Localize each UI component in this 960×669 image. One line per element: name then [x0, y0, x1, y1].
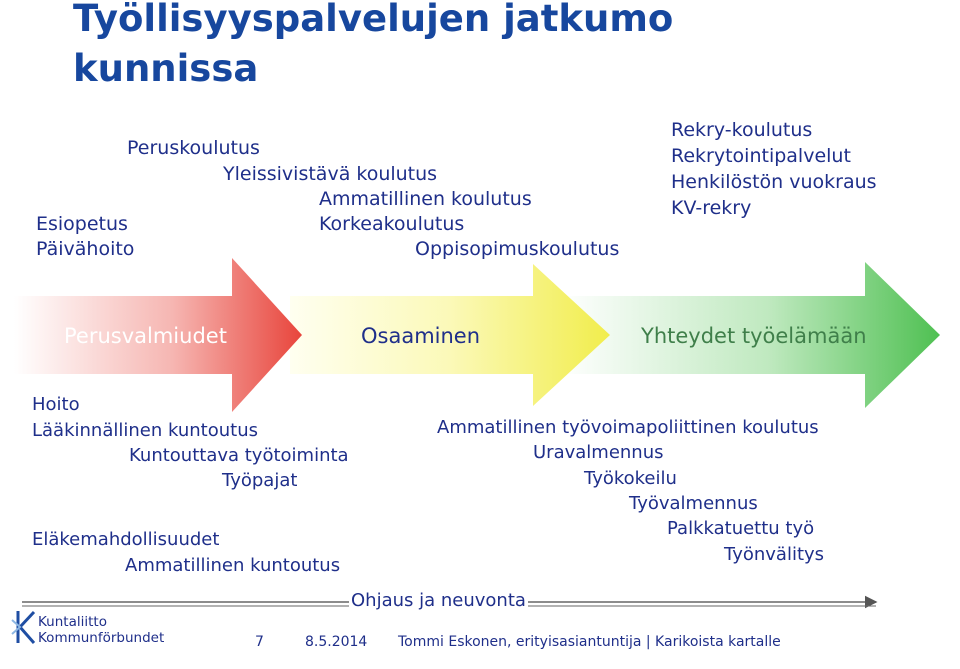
- bottom-left-item: Eläkemahdollisuudet: [32, 529, 220, 550]
- logo-text-fi: Kuntaliitto: [38, 614, 107, 630]
- stair-item: Korkeakoulutus: [319, 213, 465, 235]
- bottom-right-item: Työkokeilu: [584, 468, 677, 489]
- arrow-label-perusvalmiudet: Perusvalmiudet: [64, 324, 227, 348]
- stair-item: Oppisopimuskoulutus: [415, 238, 620, 260]
- page-title: Työllisyyspalvelujen jatkumo kunnissa: [73, 0, 674, 90]
- arrow-label-yhteydet: Yhteydet työelämään: [641, 324, 867, 348]
- bottom-left-item: Ammatillinen kuntoutus: [125, 555, 341, 576]
- page-number: 7: [255, 634, 264, 650]
- top-left-item: Päivähoito: [36, 238, 135, 260]
- top-right-item: Rekrytointipalvelut: [671, 145, 851, 167]
- bottom-right-item: Työvalmennus: [629, 493, 758, 514]
- top-right-item: Henkilöstön vuokraus: [671, 171, 877, 193]
- stair-item: Yleissivistävä koulutus: [223, 163, 438, 185]
- kuntaliitto-logo-icon: [12, 611, 34, 643]
- top-right-item: Rekry-koulutus: [671, 119, 813, 141]
- bottom-left-item: Lääkinnällinen kuntoutus: [32, 420, 258, 441]
- footer-date: 8.5.2014: [305, 634, 368, 650]
- logo-text-sv: Kommunförbundet: [38, 630, 165, 646]
- arrow-label-osaaminen: Osaaminen: [361, 324, 481, 348]
- guidance-label: Ohjaus ja neuvonta: [351, 590, 526, 611]
- bottom-left-item: Työpajat: [222, 470, 298, 491]
- top-left-item: Esiopetus: [36, 213, 128, 235]
- bottom-left-item: Hoito: [32, 394, 80, 415]
- stair-item: Peruskoulutus: [127, 137, 260, 159]
- top-right-item: KV-rekry: [671, 197, 752, 219]
- bottom-right-item: Ammatillinen työvoimapoliittinen koulutus: [437, 417, 819, 438]
- bottom-right-item: Työnvälitys: [724, 544, 825, 565]
- footer-author: Tommi Eskonen, erityisasiantuntija | Karikoista kartalle: [398, 634, 781, 650]
- bottom-right-item: Palkkatuettu työ: [667, 518, 815, 539]
- stair-item: Ammatillinen koulutus: [319, 188, 532, 210]
- bottom-left-item: Kuntouttava työtoiminta: [129, 445, 349, 466]
- bottom-right-item: Uravalmennus: [533, 442, 664, 463]
